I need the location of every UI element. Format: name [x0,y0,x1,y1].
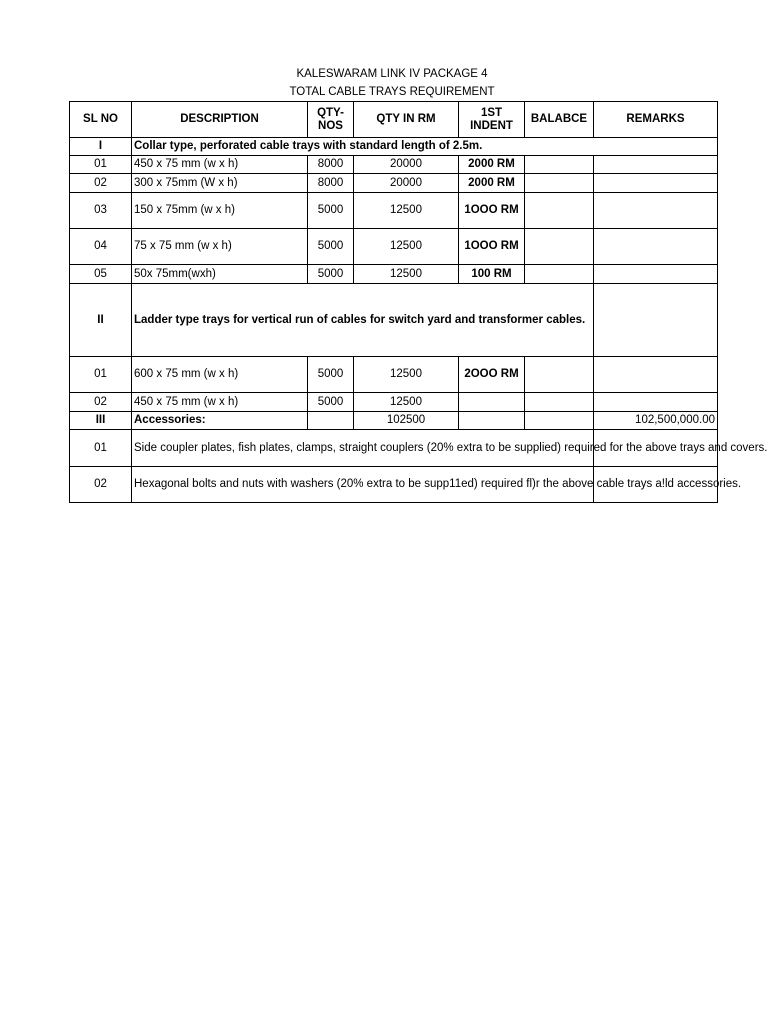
cell-description: 50x 75mm(wxh) [132,265,308,284]
cell-qty-nos: 8000 [308,156,354,174]
cell-sl-no: 03 [70,193,132,229]
table-row [70,174,718,193]
cell-sl-no: 01 [70,430,132,467]
cell-sl-no: 02 [70,467,132,503]
table-row [70,430,718,467]
cell-balance [525,265,594,284]
header-first-indent: 1ST INDENT [459,102,525,138]
cell-remarks [594,357,718,393]
cell-balance [525,412,594,430]
cell-qty-nos: 5000 [308,193,354,229]
header-qty-nos: QTY-NOS [308,102,354,138]
cell-remarks [594,156,718,174]
cell-remarks [594,393,718,412]
cell-remarks [594,284,718,357]
cell-qty-rm: 20000 [354,156,459,174]
table-row [70,229,718,265]
header-remarks: REMARKS [594,102,718,138]
cell-first-indent: 2OOO RM [459,357,525,393]
section-title: Accessories: [132,412,308,430]
cell-sl-no: 02 [70,174,132,193]
cell-qty-rm: 12500 [354,357,459,393]
cell-remarks [594,265,718,284]
cell-remarks: 102,500,000.00 [594,412,718,430]
cell-qty-rm: 102500 [354,412,459,430]
cell-qty-nos [308,412,354,430]
cell-qty-rm: 12500 [354,193,459,229]
cell-qty-nos: 8000 [308,174,354,193]
section-number: I [70,138,132,156]
cell-balance [525,193,594,229]
cell-first-indent: 2000 RM [459,174,525,193]
cell-sl-no: 02 [70,393,132,412]
cell-qty-nos: 5000 [308,229,354,265]
cell-balance [525,229,594,265]
table-row [70,193,718,229]
cell-description: Hexagonal bolts and nuts with washers (20% extra to be supp11ed) required fl)r the above cable trays a!ld accessories. [132,467,594,503]
cell-first-indent [459,393,525,412]
section-row-3 [70,412,718,430]
section-title: Collar type, perforated cable trays with standard length of 2.5m. [132,138,718,156]
cell-first-indent: 100 RM [459,265,525,284]
cell-balance [525,174,594,193]
header-qty-rm: QTY IN RM [354,102,459,138]
cell-balance [525,357,594,393]
cell-qty-rm: 12500 [354,393,459,412]
header-description: DESCRIPTION [132,102,308,138]
cell-qty-rm: 20000 [354,174,459,193]
cell-sl-no: 01 [70,156,132,174]
cell-first-indent: 1OOO RM [459,229,525,265]
cell-qty-rm: 12500 [354,229,459,265]
cell-description: 300 x 75mm (W x h) [132,174,308,193]
cell-qty-nos: 5000 [308,393,354,412]
cell-balance [525,393,594,412]
cell-qty-nos: 5000 [308,265,354,284]
document-subtitle: TOTAL CABLE TRAYS REQUIREMENT [289,86,495,98]
cell-sl-no: 01 [70,357,132,393]
header-sl-no: SL NO [70,102,132,138]
header-balance: BALABCE [525,102,594,138]
cell-description: 75 x 75 mm (w x h) [132,229,308,265]
table-row [70,467,718,503]
cell-sl-no: 05 [70,265,132,284]
table-row [70,265,718,284]
cell-qty-nos: 5000 [308,357,354,393]
cell-description: 150 x 75mm (w x h) [132,193,308,229]
header-row [70,102,718,138]
cell-first-indent: 1OOO RM [459,193,525,229]
cell-description: Side coupler plates, fish plates, clamps, straight couplers (20% extra to be supplied) required for the above trays and covers. [132,430,594,467]
section-row-1 [70,138,718,156]
document-title: KALESWARAM LINK IV PACKAGE 4 [296,68,488,80]
table-row [70,156,718,174]
cell-remarks [594,193,718,229]
section-number: III [70,412,132,430]
table-row [70,357,718,393]
table-row [70,393,718,412]
section-number: II [70,284,132,357]
cell-description: 450 x 75 mm (w x h) [132,156,308,174]
cell-first-indent [459,412,525,430]
cell-remarks [594,229,718,265]
section-row-2 [70,284,718,357]
cell-qty-rm: 12500 [354,265,459,284]
cell-balance [525,156,594,174]
section-title: Ladder type trays for vertical run of cables for switch yard and transformer cables. [132,284,594,357]
cell-description: 450 x 75 mm (w x h) [132,393,308,412]
cell-first-indent: 2000 RM [459,156,525,174]
cell-sl-no: 04 [70,229,132,265]
cell-remarks [594,174,718,193]
cable-trays-table [69,101,768,503]
cell-description: 600 x 75 mm (w x h) [132,357,308,393]
